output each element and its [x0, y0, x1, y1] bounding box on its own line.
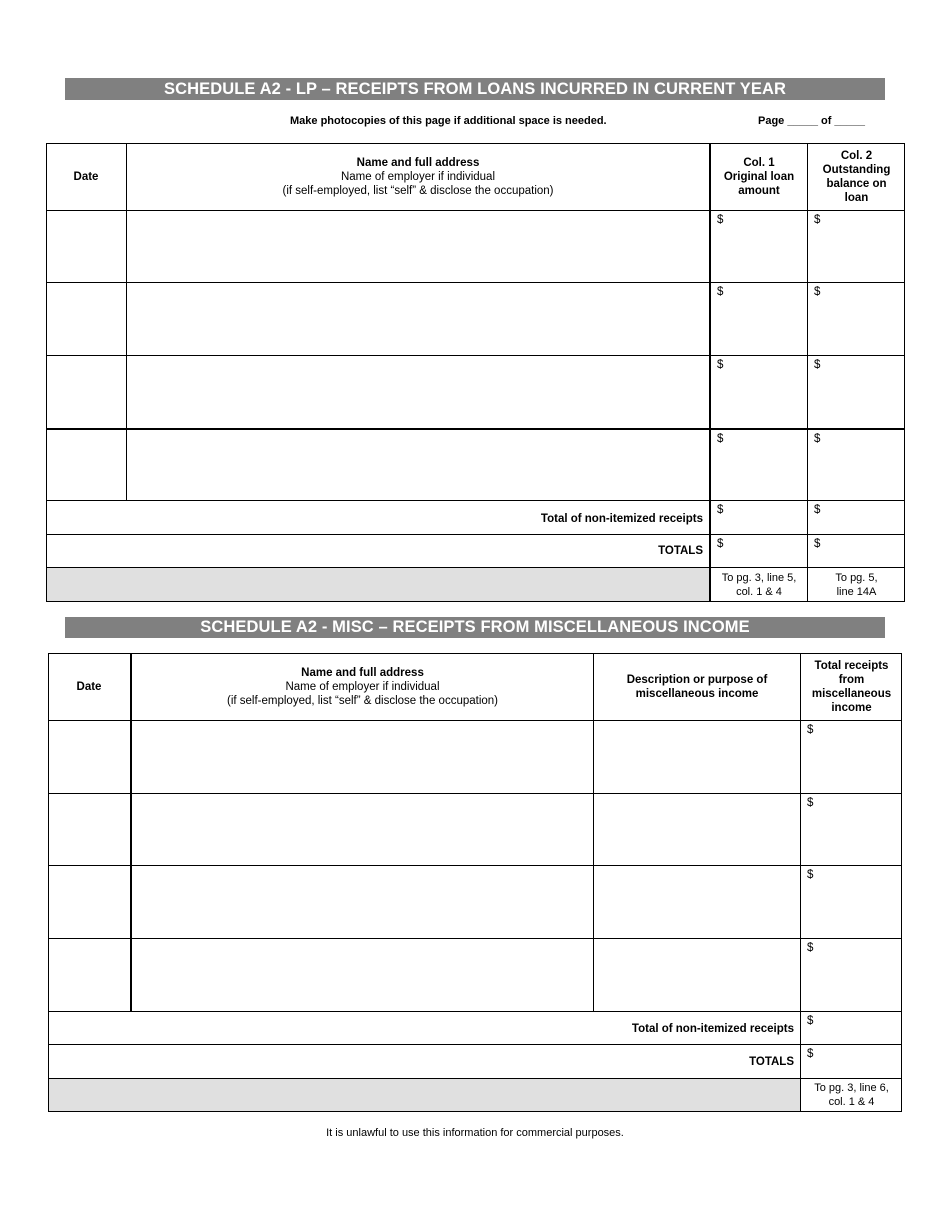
- schedule-misc-title: SCHEDULE A2 - MISC – RECEIPTS FROM MISCELLANEOUS INCOME: [65, 617, 885, 638]
- misc-row3-total[interactable]: $: [800, 865, 902, 938]
- misc-row3-name[interactable]: [130, 865, 593, 938]
- lp-totals-col2[interactable]: $: [807, 534, 905, 567]
- misc-row4-description[interactable]: [593, 938, 800, 1011]
- misc-row2-name[interactable]: [130, 793, 593, 865]
- lp-col2-reference: To pg. 5, line 14A: [807, 567, 905, 601]
- photocopy-note: Make photocopies of this page if additional space is needed.: [290, 115, 607, 127]
- lp-totals-col1[interactable]: $: [709, 534, 807, 567]
- lp-row4-name[interactable]: [126, 428, 709, 500]
- footer-note: It is unlawful to use this information for commercial purposes.: [326, 1127, 624, 1139]
- misc-row1-description[interactable]: [593, 720, 800, 793]
- lp-col1-reference: To pg. 3, line 5, col. 1 & 4: [709, 567, 807, 601]
- misc-totals-total[interactable]: $: [800, 1044, 902, 1078]
- lp-totals-label: TOTALS: [46, 534, 709, 567]
- misc-row2-total[interactable]: $: [800, 793, 902, 865]
- misc-row2-date[interactable]: [48, 793, 130, 865]
- misc-non-itemized-total[interactable]: $: [800, 1011, 902, 1044]
- lp-row2-col2[interactable]: $: [807, 282, 905, 355]
- misc-header-name: Name and full address Name of employer if individual (if self-employed, list “self” & disclose the occupation): [130, 653, 593, 720]
- lp-row2-col1[interactable]: $: [709, 282, 807, 355]
- lp-header-date: Date: [73, 170, 99, 183]
- misc-row1-total[interactable]: $: [800, 720, 902, 793]
- lp-row3-date[interactable]: [46, 355, 126, 428]
- lp-row1-name[interactable]: [126, 210, 709, 282]
- misc-non-itemized-label: Total of non-itemized receipts: [48, 1011, 800, 1044]
- lp-header-name: Name and full address Name of employer if individual (if self-employed, list “self” & disclose the occupation): [126, 143, 709, 210]
- misc-row3-date[interactable]: [48, 865, 130, 938]
- lp-row4-date[interactable]: [46, 428, 126, 500]
- misc-total-reference: To pg. 3, line 6, col. 1 & 4: [800, 1078, 902, 1111]
- misc-header-date: Date: [76, 680, 102, 693]
- misc-row1-name[interactable]: [130, 720, 593, 793]
- lp-row1-col2[interactable]: $: [807, 210, 905, 282]
- misc-row1-date[interactable]: [48, 720, 130, 793]
- lp-shaded-cell: [47, 567, 709, 601]
- misc-row3-description[interactable]: [593, 865, 800, 938]
- misc-totals-label: TOTALS: [48, 1044, 800, 1078]
- lp-row1-col1[interactable]: $: [709, 210, 807, 282]
- lp-header-col1: Col. 1 Original loan amount: [709, 143, 807, 210]
- lp-row3-name[interactable]: [126, 355, 709, 428]
- lp-header-col2: Col. 2 Outstanding balance on loan: [807, 143, 905, 210]
- lp-row2-name[interactable]: [126, 282, 709, 355]
- schedule-lp-title: SCHEDULE A2 - LP – RECEIPTS FROM LOANS INCURRED IN CURRENT YEAR: [65, 78, 885, 100]
- lp-row4-col1[interactable]: $: [709, 428, 807, 500]
- lp-non-itemized-col2[interactable]: $: [807, 500, 905, 534]
- lp-row3-col1[interactable]: $: [709, 355, 807, 428]
- misc-row2-description[interactable]: [593, 793, 800, 865]
- misc-row4-total[interactable]: $: [800, 938, 902, 1011]
- lp-row1-date[interactable]: [46, 210, 126, 282]
- misc-shaded-cell: [49, 1078, 800, 1111]
- lp-non-itemized-col1[interactable]: $: [709, 500, 807, 534]
- lp-non-itemized-label: Total of non-itemized receipts: [46, 500, 709, 534]
- lp-row3-col2[interactable]: $: [807, 355, 905, 428]
- lp-row4-col2[interactable]: $: [807, 428, 905, 500]
- misc-row4-name[interactable]: [130, 938, 593, 1011]
- misc-header-total: Total receipts from miscellaneous income: [800, 653, 902, 720]
- misc-header-description: Description or purpose of miscellaneous income: [593, 653, 800, 720]
- lp-row2-date[interactable]: [46, 282, 126, 355]
- misc-row4-date[interactable]: [48, 938, 130, 1011]
- page-count: Page _____ of _____: [758, 115, 866, 127]
